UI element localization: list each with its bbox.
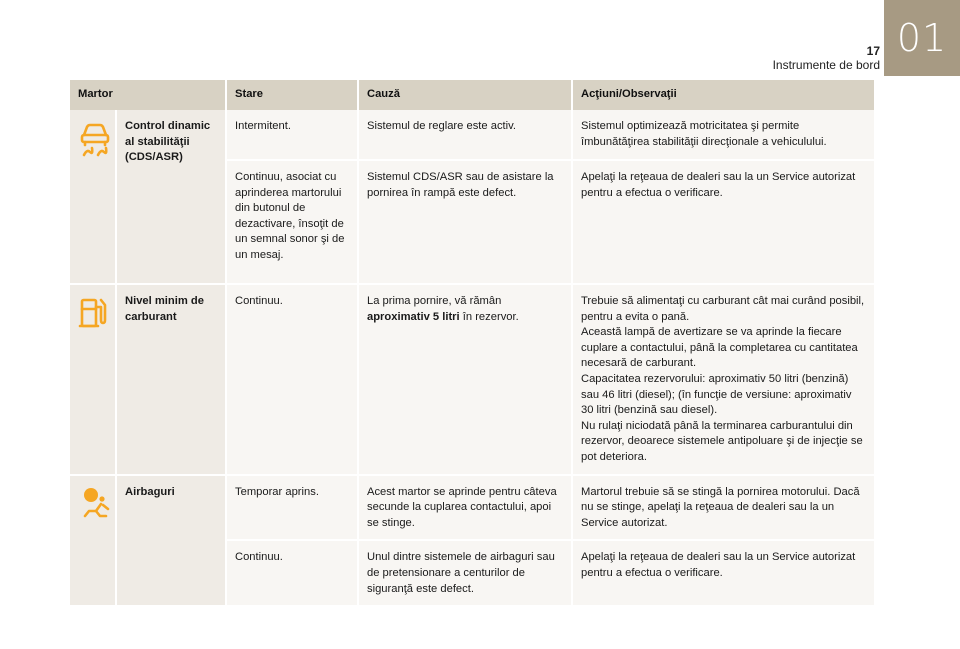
action-cell: Martorul trebuie să se stingă la pornirea motorului. Dacă nu se stinge, apelaţi la reţeaua de dealeri sau la un Service autorizat.: [572, 475, 874, 541]
action-line: Capacitatea rezervorului: aproximativ 50 litri (benzină) sau 46 litri (diesel); (în funcţie de versiune: aproximativ 30 litri (benzină sau diesel).: [581, 372, 852, 417]
icon-cell: [70, 110, 116, 284]
action-cell: Apelaţi la reţeaua de dealeri sau la un Service autorizat pentru a efectua o verificare.: [572, 160, 874, 284]
column-header-cauza: Cauză: [358, 80, 572, 110]
page-number: 17: [866, 44, 880, 58]
column-header-stare: Stare: [226, 80, 358, 110]
stability-control-icon: [78, 119, 112, 157]
state-cell: Intermitent.: [226, 110, 358, 160]
state-cell: Continuu, asociat cu aprinderea martorului din butonul de dezactivare, însoţit de un semnal sonor şi de un mesaj.: [226, 160, 358, 284]
state-cell: Temporar aprins.: [226, 475, 358, 541]
warning-name: Control dinamic al stabilităţii (CDS/ASR): [116, 110, 226, 284]
chapter-tab: [884, 0, 960, 76]
cause-cell: Sistemul de reglare este activ.: [358, 110, 572, 160]
table-header-row: [70, 80, 874, 110]
warning-name: Airbaguri: [116, 475, 226, 607]
state-cell: Continuu.: [226, 284, 358, 475]
cause-cell: Sistemul CDS/ASR sau de asistare la pornirea în rampă este defect.: [358, 160, 572, 284]
section-title: Instrumente de bord: [772, 58, 880, 72]
action-cell: Apelaţi la reţeaua de dealeri sau la un Service autorizat pentru a efectua o verificare.: [572, 540, 874, 606]
action-cell: [572, 284, 874, 475]
column-header-martor: Martor: [70, 80, 226, 110]
chapter-number: 01: [896, 16, 948, 60]
cause-cell: [358, 284, 572, 475]
cause-text: La prima pornire, vă rămân: [367, 295, 502, 307]
cause-cell: Acest martor se aprinde pentru câteva secunde la cuplarea contactului, apoi se stinge.: [358, 475, 572, 541]
table-row: [70, 284, 874, 475]
cause-text-suffix: în rezervor.: [459, 310, 519, 323]
icon-cell: [70, 284, 116, 475]
column-header-actiuni: Acţiuni/Observaţii: [572, 80, 874, 110]
warning-name: Nivel minim de carburant: [116, 284, 226, 475]
action-cell: Sistemul optimizează motricitatea şi permite îmbunătăţirea stabilităţii direcţionale a vehiculului.: [572, 110, 874, 160]
icon-cell: [70, 475, 116, 607]
action-line: Această lampă de avertizare se va aprinde la fiecare cuplare a contactului, până la completarea cu cantitatea necesară de carburant.: [581, 326, 858, 370]
warning-lights-table: [70, 80, 874, 607]
state-cell: Continuu.: [226, 540, 358, 606]
table-row: [70, 475, 874, 541]
fuel-pump-icon: [78, 294, 108, 330]
action-line: Trebuie să alimentaţi cu carburant cât mai curând posibil, pentru a evita o pană.: [581, 295, 865, 323]
action-line: Nu rulaţi niciodată până la terminarea carburantului din rezervor, deoarece sistemele antipoluare şi de injecţie se pot deteriora.: [581, 419, 863, 463]
table-row: [70, 110, 874, 160]
cause-bold-text: aproximativ 5 litri: [367, 310, 460, 323]
airbag-icon: [78, 485, 112, 519]
cause-cell: Unul dintre sistemele de airbaguri sau de pretensionare a centurilor de siguranţă este defect.: [358, 540, 572, 606]
